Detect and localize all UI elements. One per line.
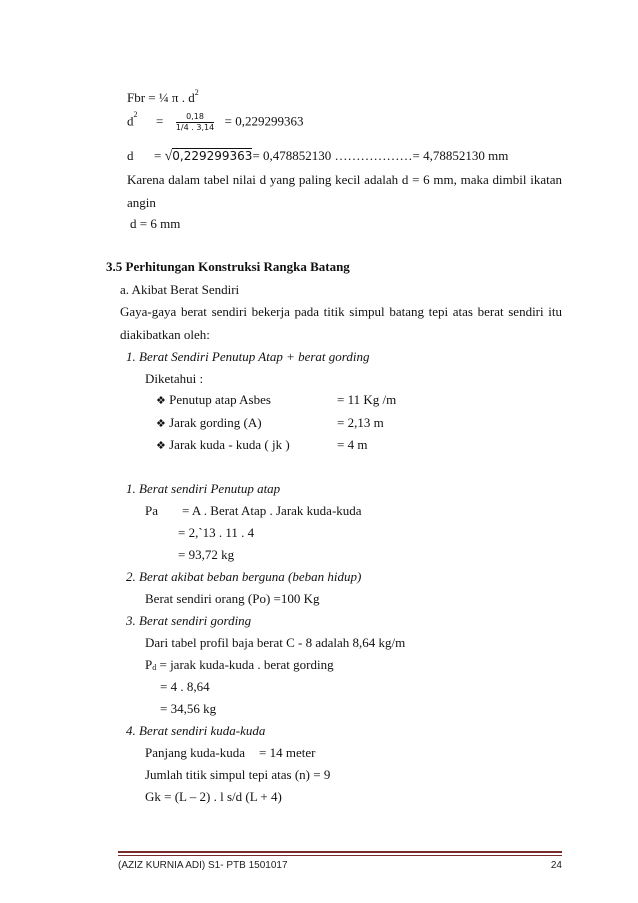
calc4-line1-label: Panjang kuda-kuda <box>145 745 246 760</box>
bullet-value: = 11 Kg /m <box>337 392 397 407</box>
calc2-line: Berat sendiri orang (Po) =100 Kg <box>145 591 320 606</box>
sqrt-symbol: √0,229299363 <box>164 149 253 164</box>
diamond-bullet-icon: ❖ <box>156 394 166 407</box>
diamond-bullet-icon: ❖ <box>156 417 166 430</box>
item1-title: 1. Berat Sendiri Penutup Atap + berat gording <box>126 349 370 364</box>
footer-divider-thin <box>118 855 562 856</box>
subsection-a: a. Akibat Berat Sendiri <box>120 282 240 297</box>
karena-paragraph-line1: Karena dalam tabel nilai d yang paling kecil adalah d = 6 mm, maka dimbil ikatan <box>127 172 562 187</box>
page-number: 24 <box>550 860 562 871</box>
d-final: d = 6 mm <box>130 216 181 231</box>
calc4-line3: Gk = (L – 2) . l s/d (L + 4) <box>145 789 282 804</box>
bullet-value: = 2,13 m <box>337 415 384 430</box>
footer-divider <box>118 851 562 853</box>
pa-step3: = 93,72 kg <box>178 547 235 562</box>
section-heading: 3.5 Perhitungan Konstruksi Rangka Batang <box>106 259 350 274</box>
calc4-line2: Jumlah titik simpul tepi atas (n) = 9 <box>145 767 331 782</box>
footer-author: (AZIZ KURNIA ADI) S1- PTB 1501017 <box>118 860 288 871</box>
bullet-item: ❖ Jarak gording (A) <box>156 415 262 430</box>
pa-equation: = A . Berat Atap . Jarak kuda-kuda <box>182 503 362 518</box>
pa-step2: = 2,`13 . 11 . 4 <box>178 525 255 540</box>
calc4-line1-value: = 14 meter <box>259 745 316 760</box>
bullet-item: ❖ Penutup atap Asbes <box>156 392 271 407</box>
d2-formula: $d^2$ = $\frac{0,18}{1/4 . 3,14}$ = 0,229299363 <box>127 110 304 132</box>
karena-paragraph-line2: angin <box>127 195 156 210</box>
bullet-item: ❖ Jarak kuda - kuda ( jk ) <box>156 437 290 452</box>
calc4-title: 4. Berat sendiri kuda-kuda <box>126 723 266 738</box>
bullet-value: = 4 m <box>337 437 368 452</box>
fraction: $\frac{0,18}{1/4 . 3,14}$ <box>175 112 215 132</box>
diketahui-label: Diketahui : <box>145 371 204 386</box>
calc3-step2: = 4 . 8,64 <box>160 679 210 694</box>
intro-line2: diakibatkan oleh: <box>120 327 210 342</box>
d-sqrt-formula: d = √0,229299363= 0,478852130 ………………= 4,78852130 mm <box>127 148 509 164</box>
calc3-step3: = 34,56 kg <box>160 701 217 716</box>
diamond-bullet-icon: ❖ <box>156 439 166 452</box>
pa-label: Pa <box>145 503 158 518</box>
calc1-title: 1. Berat sendiri Penutup atap <box>126 481 281 496</box>
calc3-title: 3. Berat sendiri gording <box>126 613 252 628</box>
calc2-title: 2. Berat akibat beban berguna (beban hidup) <box>126 569 362 584</box>
fbr-formula: Fbr = ¼ π . $d^2$ <box>127 88 199 105</box>
pd-equation: $P_d$ = jarak kuda-kuda . berat gording <box>145 657 334 672</box>
intro-line1: Gaya-gaya berat sendiri bekerja pada titik simpul batang tepi atas berat sendiri itu <box>120 304 562 319</box>
calc3-line1: Dari tabel profil baja berat C - 8 adalah 8,64 kg/m <box>145 635 406 650</box>
